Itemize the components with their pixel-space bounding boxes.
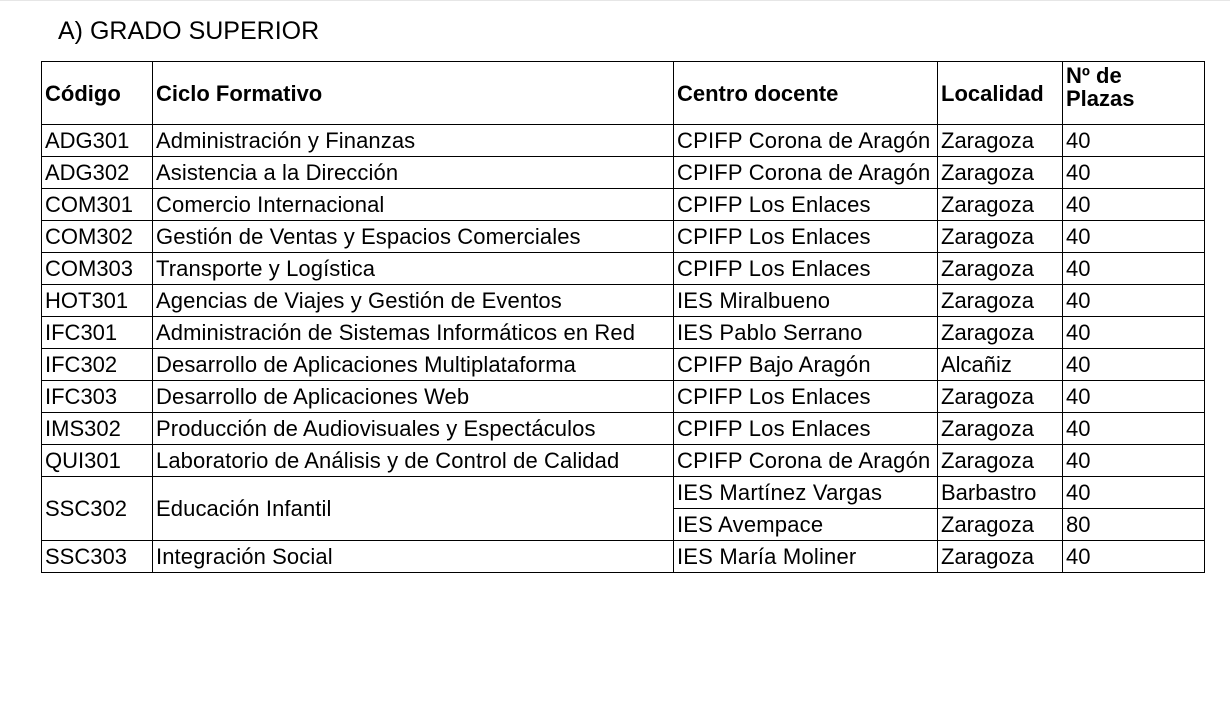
- header-ciclo-formativo: Ciclo Formativo: [153, 62, 674, 125]
- cell-centro-docente: IES María Moliner: [674, 541, 938, 573]
- cell-numero-plazas: 40: [1063, 381, 1205, 413]
- cell-numero-plazas: 40: [1063, 349, 1205, 381]
- cell-codigo: SSC302: [42, 477, 153, 541]
- table-row: [42, 541, 1205, 573]
- cell-centro-docente: CPIFP Bajo Aragón: [674, 349, 938, 381]
- cell-localidad: Zaragoza: [938, 221, 1063, 253]
- cell-codigo: IFC303: [42, 381, 153, 413]
- cell-numero-plazas: 40: [1063, 541, 1205, 573]
- cell-ciclo-formativo: Desarrollo de Aplicaciones Web: [153, 381, 674, 413]
- table-row: [42, 253, 1205, 285]
- cell-numero-plazas: 40: [1063, 285, 1205, 317]
- cell-codigo: IFC301: [42, 317, 153, 349]
- cell-centro-docente: IES Pablo Serrano: [674, 317, 938, 349]
- cell-centro-docente: CPIFP Corona de Aragón: [674, 157, 938, 189]
- table-row: [42, 413, 1205, 445]
- cell-localidad: Zaragoza: [938, 541, 1063, 573]
- cell-centro-docente: IES Miralbueno: [674, 285, 938, 317]
- table-body: [42, 125, 1205, 573]
- cell-numero-plazas: 40: [1063, 477, 1205, 509]
- cell-numero-plazas: 40: [1063, 317, 1205, 349]
- cell-codigo: COM303: [42, 253, 153, 285]
- table-row: [42, 477, 1205, 509]
- cell-centro-docente: CPIFP Los Enlaces: [674, 189, 938, 221]
- cell-codigo: IMS302: [42, 413, 153, 445]
- cell-codigo: COM302: [42, 221, 153, 253]
- cell-centro-docente: IES Martínez Vargas: [674, 477, 938, 509]
- cell-ciclo-formativo: Producción de Audiovisuales y Espectáculos: [153, 413, 674, 445]
- cell-localidad: Zaragoza: [938, 189, 1063, 221]
- cell-numero-plazas: 80: [1063, 509, 1205, 541]
- cell-localidad: Zaragoza: [938, 285, 1063, 317]
- section-title: A) GRADO SUPERIOR: [58, 17, 320, 45]
- cell-codigo: HOT301: [42, 285, 153, 317]
- table-row: [42, 317, 1205, 349]
- cell-localidad: Zaragoza: [938, 157, 1063, 189]
- header-localidad: Localidad: [938, 62, 1063, 125]
- cell-localidad: Alcañiz: [938, 349, 1063, 381]
- cell-centro-docente: CPIFP Corona de Aragón: [674, 125, 938, 157]
- cell-ciclo-formativo: Administración y Finanzas: [153, 125, 674, 157]
- cell-codigo: ADG301: [42, 125, 153, 157]
- cell-ciclo-formativo: Desarrollo de Aplicaciones Multiplataforma: [153, 349, 674, 381]
- table-row: [42, 445, 1205, 477]
- cell-localidad: Zaragoza: [938, 413, 1063, 445]
- header-centro-docente: Centro docente: [674, 62, 938, 125]
- cell-numero-plazas: 40: [1063, 253, 1205, 285]
- table-row: [42, 125, 1205, 157]
- cell-ciclo-formativo: Gestión de Ventas y Espacios Comerciales: [153, 221, 674, 253]
- cell-localidad: Zaragoza: [938, 125, 1063, 157]
- header-codigo: Código: [42, 62, 153, 125]
- table-row: [42, 221, 1205, 253]
- cell-numero-plazas: 40: [1063, 189, 1205, 221]
- cell-ciclo-formativo: Laboratorio de Análisis y de Control de Calidad: [153, 445, 674, 477]
- cell-ciclo-formativo: Agencias de Viajes y Gestión de Eventos: [153, 285, 674, 317]
- cell-localidad: Zaragoza: [938, 317, 1063, 349]
- table-row: [42, 189, 1205, 221]
- cell-centro-docente: IES Avempace: [674, 509, 938, 541]
- cell-ciclo-formativo: Transporte y Logística: [153, 253, 674, 285]
- cell-ciclo-formativo: Asistencia a la Dirección: [153, 157, 674, 189]
- header-plazas-line1: Nº de: [1066, 63, 1122, 88]
- cell-codigo: IFC302: [42, 349, 153, 381]
- cell-centro-docente: CPIFP Corona de Aragón: [674, 445, 938, 477]
- table-header-row: [42, 62, 1205, 125]
- cell-ciclo-formativo: Educación Infantil: [153, 477, 674, 541]
- header-numero-plazas: [1063, 62, 1205, 125]
- plazas-table: [41, 61, 1205, 573]
- cell-centro-docente: CPIFP Los Enlaces: [674, 221, 938, 253]
- cell-localidad: Zaragoza: [938, 445, 1063, 477]
- table-row: [42, 349, 1205, 381]
- table-row: [42, 157, 1205, 189]
- cell-localidad: Barbastro: [938, 477, 1063, 509]
- cell-numero-plazas: 40: [1063, 445, 1205, 477]
- cell-ciclo-formativo: Administración de Sistemas Informáticos en Red: [153, 317, 674, 349]
- cell-ciclo-formativo: Integración Social: [153, 541, 674, 573]
- cell-ciclo-formativo: Comercio Internacional: [153, 189, 674, 221]
- cell-codigo: SSC303: [42, 541, 153, 573]
- header-plazas-line2: Plazas: [1066, 86, 1135, 111]
- cell-codigo: ADG302: [42, 157, 153, 189]
- cell-numero-plazas: 40: [1063, 125, 1205, 157]
- cell-codigo: COM301: [42, 189, 153, 221]
- cell-numero-plazas: 40: [1063, 157, 1205, 189]
- cell-codigo: QUI301: [42, 445, 153, 477]
- cell-localidad: Zaragoza: [938, 253, 1063, 285]
- page-top-rule: [0, 0, 1230, 1]
- cell-numero-plazas: 40: [1063, 221, 1205, 253]
- cell-localidad: Zaragoza: [938, 381, 1063, 413]
- table-row: [42, 285, 1205, 317]
- cell-localidad: Zaragoza: [938, 509, 1063, 541]
- table-row: [42, 381, 1205, 413]
- cell-centro-docente: CPIFP Los Enlaces: [674, 413, 938, 445]
- cell-centro-docente: CPIFP Los Enlaces: [674, 381, 938, 413]
- cell-numero-plazas: 40: [1063, 413, 1205, 445]
- cell-centro-docente: CPIFP Los Enlaces: [674, 253, 938, 285]
